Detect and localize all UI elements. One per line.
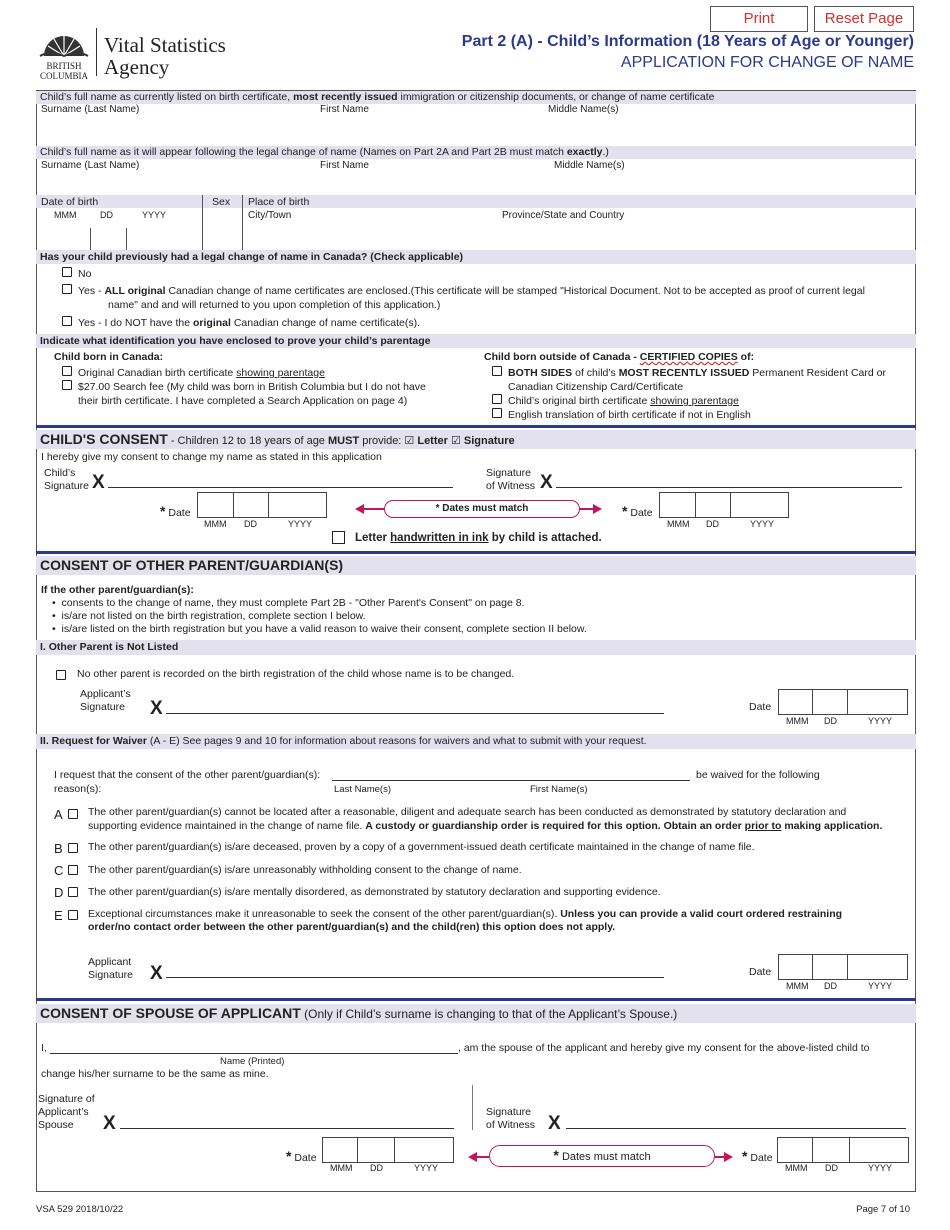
reasons-label: reason(s): bbox=[54, 783, 102, 795]
new-middle-label: Middle Name(s) bbox=[554, 160, 625, 171]
child-date-dd: DD bbox=[244, 519, 257, 529]
option-a-text-2: supporting evidence maintained in the change of name file. A custody or guardianship order is required for this option. Obtain an order prior to making application. bbox=[88, 820, 883, 832]
option-d-checkbox[interactable] bbox=[68, 887, 78, 897]
spouse-bar: CONSENT OF SPOUSE OF APPLICANT (Only if Child’s surname is changing to that of the Applicant’s Spouse.) bbox=[36, 1004, 916, 1023]
pr-card-label-2: Canadian Citizenship Card/Certificate bbox=[508, 381, 684, 393]
search-fee-label-2: their birth certificate. I have completed a Search Application on page 4) bbox=[78, 395, 408, 407]
dob-input[interactable] bbox=[37, 220, 201, 250]
list-item: • consents to the change of name, they must complete Part 2B - "Other Parent's Consent" on page 8. bbox=[52, 597, 525, 609]
child-date-label: * Date bbox=[160, 503, 191, 519]
canada-birth-cert-checkbox[interactable] bbox=[62, 366, 72, 376]
prev-yes-all-checkbox[interactable] bbox=[62, 284, 72, 294]
bc-logo bbox=[36, 28, 92, 81]
current-name-bar: Child’s full name as currently listed on birth certificate, most recently issued immigration or citizenship documents, or change of name certificate bbox=[36, 91, 916, 104]
applicant2-date-label: Date bbox=[749, 966, 772, 978]
arrow-right-icon bbox=[593, 504, 602, 514]
translation-checkbox[interactable] bbox=[492, 408, 502, 418]
applicant2-date-input[interactable] bbox=[778, 954, 908, 980]
prev-yes-all-label: Yes - ALL original Canadian change of name certificates are enclosed.(This certificate will be stamped "Historical Document. Not to be accepted as proof of current legal bbox=[78, 285, 865, 297]
applicant-signature-line[interactable] bbox=[166, 713, 664, 714]
witness-date-yyyy: YYYY bbox=[750, 519, 775, 529]
section1-bar: I. Other Parent is Not Listed bbox=[36, 640, 916, 655]
current-first-label: First Name bbox=[320, 104, 369, 115]
dob-mmm: MMM bbox=[54, 210, 77, 220]
applicant2-date-yyyy: YYYY bbox=[868, 981, 893, 991]
current-middle-label: Middle Name(s) bbox=[548, 104, 619, 115]
child-date-mmm: MMM bbox=[204, 519, 227, 529]
agency-name: Vital Statistics Agency bbox=[104, 33, 226, 79]
arrow-line bbox=[580, 508, 594, 510]
print-button[interactable]: Print bbox=[710, 6, 808, 32]
page-subtitle: APPLICATION FOR CHANGE OF NAME bbox=[620, 54, 914, 71]
spouse-witness-sig-x: X bbox=[548, 1113, 561, 1134]
list-item: • is/are listed on the birth registration but you have a valid reason to waive their consent, complete section II below. bbox=[52, 623, 587, 635]
previous-change-bar: Has your child previously had a legal change of name in Canada? (Check applicable) bbox=[36, 250, 916, 264]
option-c-checkbox[interactable] bbox=[68, 865, 78, 875]
spouse-statement: , am the spouse of the applicant and hereby give my consent for the above-listed child to bbox=[458, 1042, 870, 1054]
child-consent-bar: CHILD'S CONSENT - Children 12 to 18 years of age MUST provide: ☑ Letter ☑ Signature bbox=[36, 430, 916, 449]
child-sig-label-2: Signature bbox=[44, 480, 89, 492]
other-parent-bar: CONSENT OF OTHER PARENT/GUARDIAN(S) bbox=[36, 556, 916, 575]
option-b-letter: B bbox=[54, 841, 63, 856]
spouse-witness-date-input[interactable] bbox=[777, 1137, 909, 1163]
if-other-parent-heading: If the other parent/guardian(s): bbox=[41, 584, 194, 596]
child-sig-label-1: Child’s bbox=[44, 467, 76, 479]
new-name-bar: Child’s full name as it will appear following the legal change of name (Names on Part 2A and Part 2B must match exactly.) bbox=[36, 146, 916, 159]
child-date-input[interactable] bbox=[197, 492, 327, 518]
dob-label: Date of birth bbox=[41, 196, 99, 208]
logo-divider bbox=[96, 28, 97, 76]
form-id: VSA 529 2018/10/22 bbox=[36, 1204, 124, 1215]
prev-no-label: No bbox=[78, 268, 92, 280]
page-title: Part 2 (A) - Child’s Information (18 Years of Age or Younger) bbox=[461, 33, 914, 50]
section-rule bbox=[36, 998, 916, 1001]
letter-attached-checkbox[interactable] bbox=[332, 531, 345, 544]
option-e-text-2: order/no contact order between the other parent/guardian(s) and the child(ren) this option does not apply. bbox=[88, 921, 616, 933]
section-rule bbox=[36, 425, 916, 428]
spouse-sig-label: Signature of Applicant’s Spouse bbox=[38, 1093, 95, 1131]
applicant-date-input[interactable] bbox=[778, 689, 908, 715]
option-a-text: The other parent/guardian(s) cannot be located after a reasonable, diligent and adequate search has been conducted as demonstrated by statutory declaration and bbox=[88, 806, 847, 818]
witness-signature-line[interactable] bbox=[556, 487, 902, 488]
applicant-sig-label-2: Signature bbox=[80, 701, 125, 713]
witness-date-dd: DD bbox=[706, 519, 719, 529]
current-surname-label: Surname (Last Name) bbox=[41, 104, 140, 115]
option-d-text: The other parent/guardian(s) is/are mentally disordered, as demonstrated by statutory declaration and supporting evidence. bbox=[88, 886, 661, 898]
dates-must-match-badge: * Dates must match bbox=[384, 500, 580, 518]
letter-attached-label: Letter handwritten in ink by child is attached. bbox=[355, 532, 602, 544]
option-a-checkbox[interactable] bbox=[68, 809, 78, 819]
birth-bar bbox=[36, 195, 916, 208]
prev-no-checkbox[interactable] bbox=[62, 267, 72, 277]
parentage-bar: Indicate what identification you have enclosed to prove your child’s parentage bbox=[36, 334, 916, 348]
sex-label: Sex bbox=[212, 196, 231, 208]
no-other-parent-label: No other parent is recorded on the birth registration of the child whose name is to be changed. bbox=[77, 668, 515, 680]
option-d-letter: D bbox=[54, 885, 64, 900]
spouse-witness-date-label: * Date bbox=[742, 1148, 773, 1164]
translation-label: English translation of birth certificate if not in English bbox=[508, 409, 751, 421]
applicant2-signature-line[interactable] bbox=[166, 977, 664, 978]
born-canada-title: Child born in Canada: bbox=[54, 351, 164, 363]
option-b-text: The other parent/guardian(s) is/are deceased, proven by a copy of a government-issued death certificate maintained in the change of name file. bbox=[88, 841, 755, 853]
spouse-date-label: * Date bbox=[286, 1148, 317, 1164]
child-sig-x: X bbox=[92, 472, 105, 493]
new-surname-label: Surname (Last Name) bbox=[41, 160, 140, 171]
search-fee-checkbox[interactable] bbox=[62, 380, 72, 390]
sex-input[interactable] bbox=[203, 209, 241, 249]
pr-card-label: BOTH SIDES of child’s MOST RECENTLY ISSUED Permanent Resident Card or bbox=[508, 367, 886, 379]
witness-sig-x: X bbox=[540, 472, 553, 493]
spouse-date-input[interactable] bbox=[322, 1137, 454, 1163]
witness-sig-label-1: Signature bbox=[486, 467, 531, 479]
arrow-right-icon bbox=[724, 1152, 733, 1162]
no-other-parent-checkbox[interactable] bbox=[56, 670, 66, 680]
place-of-birth-label: Place of birth bbox=[248, 196, 310, 208]
province-label: Province/State and Country bbox=[502, 210, 625, 221]
spouse-witness-label-1: Signature bbox=[486, 1106, 531, 1118]
applicant-date-dd: DD bbox=[824, 716, 837, 726]
applicant-date-label: Date bbox=[749, 701, 772, 713]
other-parent-name-input[interactable] bbox=[332, 780, 690, 781]
applicant-date-yyyy: YYYY bbox=[868, 716, 893, 726]
witness-sig-label-2: of Witness bbox=[486, 480, 536, 492]
waiver-request-post: be waived for the following bbox=[696, 769, 820, 781]
reset-page-button[interactable]: Reset Page bbox=[814, 6, 914, 32]
witness-date-input[interactable] bbox=[659, 492, 789, 518]
sun-crest-icon bbox=[36, 28, 92, 58]
prev-yes-not-checkbox[interactable] bbox=[62, 316, 72, 326]
foreign-birth-cert-label: Child’s original birth certificate showing parentage bbox=[508, 395, 739, 407]
option-e-checkbox[interactable] bbox=[68, 910, 78, 920]
dob-yyyy: YYYY bbox=[142, 210, 167, 220]
place-of-birth-input[interactable] bbox=[244, 220, 914, 248]
witness-date-mmm: MMM bbox=[667, 519, 690, 529]
spouse-witness-date-yyyy: YYYY bbox=[868, 1163, 893, 1173]
logo-province: BRITISH COLUMBIA bbox=[39, 61, 88, 81]
spouse-name-input[interactable] bbox=[50, 1053, 458, 1054]
spouse-witness-date-mmm: MMM bbox=[785, 1163, 808, 1173]
option-e-letter: E bbox=[54, 908, 63, 923]
option-c-letter: C bbox=[54, 863, 64, 878]
child-date-yyyy: YYYY bbox=[288, 519, 313, 529]
option-c-text: The other parent/guardian(s) is/are unreasonably withholding consent to the change of name. bbox=[88, 864, 522, 876]
child-consent-statement: I hereby give my consent to change my name as stated in this application bbox=[41, 451, 382, 463]
born-outside-title: Child born outside of Canada - CERTIFIED COPIES of: bbox=[484, 351, 755, 363]
divider bbox=[242, 195, 243, 250]
spouse-date-yyyy: YYYY bbox=[414, 1163, 439, 1173]
applicant-sig-x: X bbox=[150, 698, 163, 719]
city-label: City/Town bbox=[248, 210, 292, 221]
first-names-label: First Name(s) bbox=[530, 784, 588, 795]
witness-date-label: * Date bbox=[622, 503, 653, 519]
dob-dd: DD bbox=[100, 210, 113, 220]
arrow-line bbox=[364, 508, 384, 510]
spouse-witness-label-2: of Witness bbox=[486, 1119, 536, 1131]
divider bbox=[472, 1085, 473, 1130]
spouse-sig-x: X bbox=[103, 1113, 116, 1134]
new-first-label: First Name bbox=[320, 160, 369, 171]
applicant2-sig-x: X bbox=[150, 963, 163, 984]
spouse-dates-must-match-badge: * Dates must match bbox=[489, 1145, 715, 1167]
spouse-i-label: I, bbox=[41, 1042, 47, 1054]
option-e-text: Exceptional circumstances make it unreasonable to seek the consent of the other parent/guardian(s). Unless you can provide a valid court ordered restraining bbox=[88, 908, 843, 920]
spouse-witness-signature-line[interactable] bbox=[566, 1128, 906, 1129]
list-item: • is/are not listed on the birth registration, complete section I below. bbox=[52, 610, 366, 622]
spouse-date-mmm: MMM bbox=[330, 1163, 353, 1173]
applicant2-date-dd: DD bbox=[824, 981, 837, 991]
applicant2-sig-label-1: Applicant bbox=[88, 956, 132, 968]
name-printed-label: Name (Printed) bbox=[220, 1056, 285, 1067]
arrow-left-icon bbox=[355, 504, 364, 514]
spouse-date-dd: DD bbox=[370, 1163, 383, 1173]
arrow-line bbox=[477, 1156, 489, 1158]
spouse-witness-date-dd: DD bbox=[825, 1163, 838, 1173]
spouse-signature-line[interactable] bbox=[120, 1128, 454, 1129]
applicant-date-mmm: MMM bbox=[786, 716, 809, 726]
option-b-checkbox[interactable] bbox=[68, 843, 78, 853]
foreign-birth-cert-checkbox[interactable] bbox=[492, 394, 502, 404]
pr-card-checkbox[interactable] bbox=[492, 366, 502, 376]
current-name-input[interactable] bbox=[36, 114, 916, 144]
last-names-label: Last Name(s) bbox=[334, 784, 392, 795]
new-name-input[interactable] bbox=[36, 170, 916, 194]
spouse-statement-2: change his/her surname to be the same as mine. bbox=[41, 1068, 269, 1080]
waiver-request-label: I request that the consent of the other parent/guardian(s): bbox=[54, 769, 321, 781]
section-rule bbox=[36, 551, 916, 554]
applicant-sig-label-1: Applicant’s bbox=[80, 688, 131, 700]
page-number: Page 7 of 10 bbox=[856, 1204, 910, 1215]
applicant2-sig-label-2: Signature bbox=[88, 969, 133, 981]
prev-yes-all-label-2: name" and and will returned to you upon completion of this application.) bbox=[108, 299, 441, 311]
option-a-letter: A bbox=[54, 807, 63, 822]
canada-birth-cert-label: Original Canadian birth certificate showing parentage bbox=[78, 367, 325, 379]
arrow-left-icon bbox=[468, 1152, 477, 1162]
prev-yes-not-label: Yes - I do NOT have the original Canadian change of name certificate(s). bbox=[78, 317, 421, 329]
child-signature-line[interactable] bbox=[108, 487, 453, 488]
section2-bar: II. Request for Waiver (A - E) See pages 9 and 10 for information about reasons for waivers and what to submit with your request. bbox=[36, 734, 916, 749]
other-parent-bullets bbox=[52, 597, 587, 636]
search-fee-label: $27.00 Search fee (My child was born in British Columbia but I do not have bbox=[78, 381, 426, 393]
applicant2-date-mmm: MMM bbox=[786, 981, 809, 991]
